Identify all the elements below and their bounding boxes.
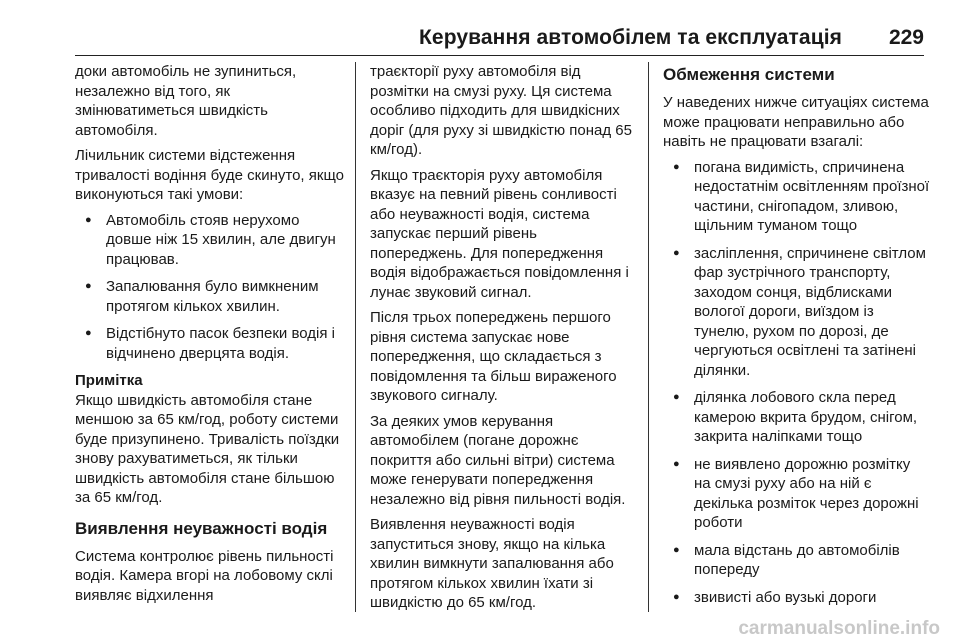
note-label: Примітка [75,372,143,389]
paragraph: Якщо траєкторія руху автомобіля вказує на певний рівень сонливості або неуважності водія, система запускає перший рівень попереджень. Для попередження водія відображається повідомлення і лунає звуковий сигнал. [370,166,629,301]
page-header [0,0,960,62]
chapter-title: Керування автомобілем та експлуатація [419,26,842,49]
watermark: carmanualsonline.info [738,618,940,639]
paragraph: Система контролює рівень пильності водія. Камера вгорі на лобовому склі виявляє відхилення [75,547,334,604]
list-item: ● Відстібнуто пасок безпеки водія і відчинено дверцята водія. [75,324,347,363]
column-divider-2 [648,62,649,612]
section-heading: Обмеження системи [663,65,835,84]
list-item: ● звивисті або вузькі дороги [663,588,931,608]
paragraph: траєкторії руху автомобіля від розмітки на смузі руху. Ця система особливо підходить для швидкісних доріг (для руху зі швидкістю понад 65 км/год). [370,63,632,158]
header-rule [75,55,924,56]
column-1 [75,62,347,611]
column-divider-1 [355,62,356,612]
list-item: ● засліплення, спричинене світлом фар зустрічного транспорту, заходом сонця, відблисками вологої дороги, виїздом із тунелю, рухом по дорозі, де чергуються освітлені та затінені ділянки. [663,244,931,381]
list-item: ● Запалювання було вимкненим протягом кількох хвилин. [75,277,347,316]
section-heading: Виявлення неуважності водія [75,518,328,538]
list-item: ● ділянка лобового скла перед камерою вкрита брудом, снігом, закрита наліпками тощо [663,388,931,447]
note-block [75,371,347,508]
paragraph: Після трьох попереджень першого рівня система запускає нове попередження, що складається з повідомлення та більш вираженого звукового сигналу. [370,309,617,404]
list-item: ● погана видимість, спричинена недостатнім освітленням проїзної частини, снігопадом, зливою, щільним туманом тощо [663,158,931,236]
paragraph: За деяких умов керування автомобілем (погане дорожнє покриття або сильні вітри) система може генерувати попередження незалежно від рівня пильності водія. [370,412,626,508]
page-number: 229 [888,26,924,49]
column-2 [370,62,632,619]
condition-list [75,211,347,364]
list-item: ● Автомобіль стояв нерухомо довше ніж 15 хвилин, але двигун працював. [75,211,347,270]
list-item: ● не виявлено дорожню розмітку на смузі руху або на ній є декілька розміток через дорожні роботи [663,455,931,533]
paragraph: доки автомобіль не зупиниться, незалежно від того, як змінюватиметься швидкість автомобіля. [75,63,297,139]
paragraph: Виявлення неуважності водія запуститься знову, якщо на кілька хвилин вимкнути запалювання або протягом кількох хвилин їхати зі швидкістю до 65 км/год. [370,516,614,611]
column-3 [663,62,931,615]
list-item: ● мала відстань до автомобілів попереду [663,541,931,580]
paragraph: У наведених нижче ситуаціях система може працювати неправильно або навіть не працювати взагалі: [663,94,929,150]
note-text: Якщо швидкість автомобіля стане меншою за 65 км/год, роботу системи буде призупинено. Тривалість поїздки знову рахуватиметься, як тільки швидкість автомобіля стане більшою за 65 км/год. [75,391,340,506]
limitation-list [663,158,931,608]
paragraph: Лічильник системи відстеження тривалості водіння буде скинуто, якщо виконуються такі умови: [75,147,344,203]
